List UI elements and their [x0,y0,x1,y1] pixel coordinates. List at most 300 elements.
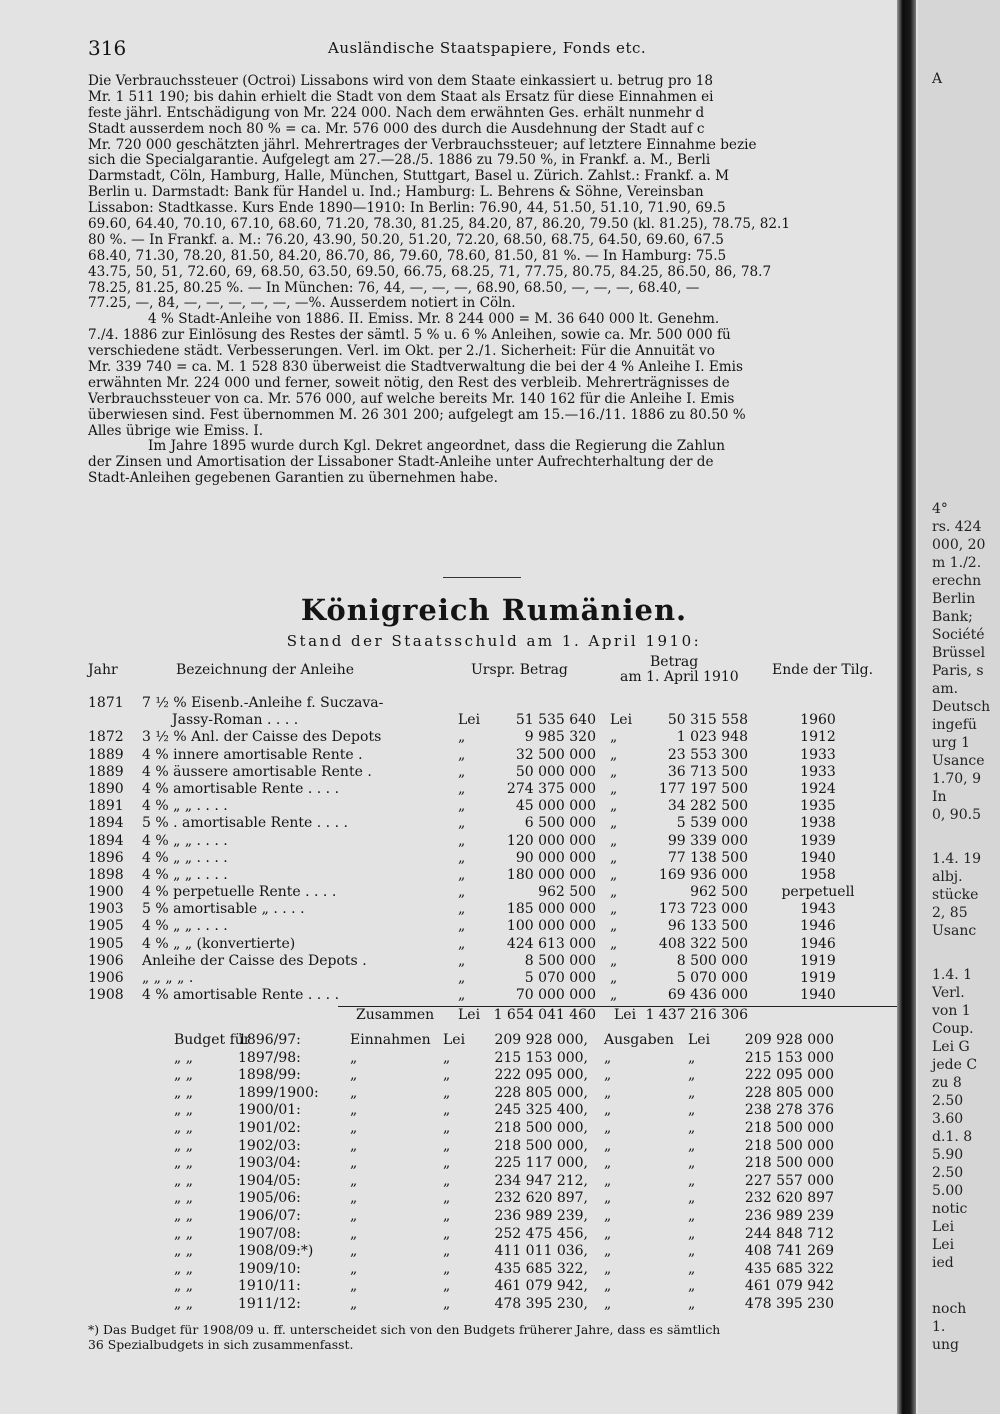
income-currency: „ [443,1225,451,1242]
expense-currency: „ [688,1049,696,1066]
income-currency: Lei [443,1032,466,1048]
income-label: „ [350,1137,358,1154]
totals-currency: Lei [458,1007,481,1023]
row-year: 1872 [88,729,124,746]
budget-row [88,1032,900,1050]
row-end-of-repayment: 1933 [800,746,836,763]
expense-label: „ [604,1102,612,1119]
row-description: 3 ½ % Anl. der Caisse des Depots [142,729,382,746]
income-currency: „ [443,1295,451,1312]
table-row [88,833,900,850]
budget-year: 1909/10: [238,1260,301,1277]
row-currency-2: „ [610,866,618,883]
budget-label: „ „ [174,1084,193,1101]
row-description-continued: Jassy-Roman . . . . [172,712,299,729]
text-line: 69.60, 64.40, 70.10, 67.10, 68.60, 71.20, 78.30, 81.25, 84.20, 87, 86.20, 79.50 (kl. 81.25), 78.75, 82.1 [88,217,790,233]
col-header-end: Ende der Tilg. [772,662,874,678]
income-label: „ [350,1155,358,1172]
text-line: 43.75, 50, 51, 72.60, 69, 68.50, 63.50, 69.50, 66.75, 68.25, 71, 77.75, 80.75, 84.25, 86.50, 86, 78.7 [88,264,772,280]
row-end-of-repayment: 1946 [800,935,836,952]
expense-currency: „ [688,1278,696,1295]
adjacent-text-fragment: 2.50 [932,1093,964,1109]
income-value: 435 685 322, [494,1260,588,1277]
row-currency-2: „ [610,987,618,1004]
row-current-amount: 23 553 300 [667,746,748,763]
budget-row [88,1155,900,1173]
text-line: 7./4. 1886 zur Einlösung des Restes der sämtl. 5 % u. 6 % Anleihen, sowie ca. Mr. 500 000 fü [88,328,731,344]
row-end-of-repayment: 1943 [800,901,836,918]
page-number: 316 [88,36,127,60]
text-line: erwähnten Mr. 224 000 und ferner, soweit nötig, den Rest des verbleib. Mehrerträgnisses de [88,375,730,391]
budget-label: „ „ [174,1067,193,1084]
expense-value: 478 395 230 [744,1295,834,1312]
adjacent-text-fragment: 1.4. 19 [932,851,981,867]
col-header-year: Jahr [88,662,118,678]
row-original-amount: 962 500 [538,884,596,901]
row-current-amount: 962 500 [690,884,748,901]
table-row [88,815,900,832]
budget-label: „ „ [174,1243,193,1260]
book-spine-shadow [897,0,916,1414]
budget-row [88,1138,900,1156]
row-original-amount: 9 985 320 [524,729,596,746]
row-original-amount: 32 500 000 [515,746,596,763]
row-current-amount: 99 339 000 [667,832,748,849]
row-original-amount: 274 375 000 [506,780,596,797]
row-currency: „ [458,952,466,969]
adjacent-text-fragment: 0, 90.5 [932,807,981,823]
income-label: „ [350,1049,358,1066]
row-description: 4 % amortisable Rente . . . . [142,987,340,1004]
expense-currency: „ [688,1260,696,1277]
budget-year: 1901/02: [238,1119,301,1136]
table-row [88,695,900,712]
row-currency-2: „ [610,763,618,780]
row-end-of-repayment: 1958 [800,866,836,883]
budget-year: 1906/07: [238,1207,301,1224]
row-end-of-repayment: perpetuell [781,884,855,901]
row-currency-2: „ [610,970,618,986]
expense-value: 209 928 000 [744,1032,834,1048]
table-row [88,918,900,935]
row-currency-2: „ [610,729,618,746]
row-currency: „ [458,935,466,952]
budget-year: 1896/97: [238,1032,301,1048]
row-description: 4 % „ „ . . . . [142,832,228,849]
row-currency-2: „ [610,780,618,797]
income-label: Einnahmen [350,1032,431,1048]
row-currency: „ [458,832,466,849]
row-currency-2: „ [610,935,618,952]
adjacent-text-fragment: 5.00 [932,1183,964,1199]
row-year: 1889 [88,746,124,763]
row-end-of-repayment: 1919 [800,952,836,969]
income-label: „ [350,1119,358,1136]
expense-currency: „ [688,1084,696,1101]
row-current-amount: 408 322 500 [658,935,748,952]
adjacent-text-fragment: 1.70, 9 [932,771,981,787]
expense-value: 238 278 376 [744,1102,834,1119]
text-line: sich die Specialgarantie. Aufgelegt am 27.—28./5. 1886 zu 79.50 %, in Frankf. a. M., Berli [88,153,711,169]
row-currency: „ [458,815,466,832]
row-current-amount: 169 936 000 [658,866,748,883]
totals-row [88,1007,900,1025]
expense-value: 215 153 000 [744,1049,834,1066]
row-original-amount: 8 500 000 [524,952,596,969]
row-year: 1905 [88,918,124,935]
row-description: 5 % . amortisable Rente . . . . [142,815,348,832]
adjacent-text-fragment: rs. 424 [932,519,982,535]
row-year: 1905 [88,935,124,952]
row-currency: „ [458,866,466,883]
budget-row [88,1173,900,1191]
budget-label: „ „ [174,1278,193,1295]
budget-year: 1898/99: [238,1067,301,1084]
row-end-of-repayment: 1940 [800,987,836,1004]
row-description: 4 % „ „ . . . . [142,866,228,883]
expense-value: 222 095 000 [744,1067,834,1084]
expense-label: Ausgaben [604,1032,674,1048]
row-description: 4 % „ „ . . . . [142,798,228,815]
expense-label: „ [604,1295,612,1312]
adjacent-text-fragment: ied [932,1255,954,1271]
text-line: 78.25, 81.25, 80.25 %. — In München: 76, 44, —, —, —, 68.90, 68.50, —, —, —, 68.40, — [88,280,700,296]
adjacent-text-fragment: Deutsch [932,699,991,715]
expense-value: 218 500 000 [744,1119,834,1136]
expense-currency: „ [688,1207,696,1224]
expense-value: 244 848 712 [744,1225,834,1242]
budget-row [88,1190,900,1208]
col-header-description: Bezeichnung der Anleihe [176,662,355,678]
text-line: Lissabon: Stadtkasse. Kurs Ende 1890—1910: In Berlin: 76.90, 44, 51.50, 51.10, 71.90, 69.5 [88,201,726,217]
table-row [88,987,900,1004]
row-currency-2: „ [610,918,618,935]
adjacent-text-fragment: Société [932,627,985,643]
row-end-of-repayment: 1924 [800,780,836,797]
row-current-amount: 1 023 948 [676,729,748,746]
expense-currency: „ [688,1067,696,1084]
row-end-of-repayment: 1912 [800,729,836,746]
row-description: 7 ½ % Eisenb.-Anleihe f. Suczava- [142,695,384,711]
adjacent-text-fragment: albj. [932,869,963,885]
text-line: 77.25, —, 84, —, —, —, —, —, —%. Ausserdem notiert in Cöln. [88,296,516,312]
income-currency: „ [443,1067,451,1084]
row-current-amount: 173 723 000 [658,901,748,918]
row-end-of-repayment: 1960 [800,712,836,729]
row-year: 1896 [88,849,124,866]
adjacent-text-fragment: Bank; [932,609,973,625]
budget-label: Budget für [174,1032,251,1048]
adjacent-text-fragment: stücke [932,887,979,903]
budget-row [88,1261,900,1279]
adjacent-text-fragment: 1.4. 1 [932,967,973,983]
income-value: 225 117 000, [494,1155,588,1172]
row-year: 1898 [88,866,124,883]
budget-label: „ „ [174,1295,193,1312]
text-line: Die Verbrauchssteuer (Octroi) Lissabons wird von dem Staate einkassiert u. betrug pro 18 [88,74,713,89]
expense-label: „ [604,1190,612,1207]
row-year: 1903 [88,901,124,918]
budget-row [88,1102,900,1120]
budget-row [88,1120,900,1138]
row-current-amount: 5 070 000 [676,970,748,986]
row-description: 4 % perpetuelle Rente . . . . [142,884,337,901]
row-currency: Lei [458,712,481,729]
table-row [88,953,900,970]
row-original-amount: 45 000 000 [515,798,596,815]
row-original-amount: 51 535 640 [515,712,596,729]
section-subtitle: Stand der Staatsschuld am 1. April 1910: [286,632,702,650]
income-value: 478 395 230, [494,1295,588,1312]
adjacent-text-fragment: Coup. [932,1021,974,1037]
row-currency: „ [458,987,466,1004]
totals-label: Zusammen [356,1007,435,1023]
row-currency-2: „ [610,832,618,849]
income-currency: „ [443,1207,451,1224]
footnote-line-2: 36 Spezialbudgets in sich zusammenfasst. [88,1337,354,1352]
row-year: 1894 [88,832,124,849]
debt-table-rows [88,695,900,1004]
table-row [88,729,900,746]
income-currency: „ [443,1172,451,1189]
income-value: 215 153 000, [494,1049,588,1066]
expense-value: 408 741 269 [744,1243,834,1260]
row-currency-2: Lei [610,712,633,729]
table-row [88,867,900,884]
income-currency: „ [443,1049,451,1066]
adjacent-text-fragment: 5.90 [932,1147,964,1163]
row-description: 4 % „ „ (konvertierte) [142,935,296,952]
budget-year: 1905/06: [238,1190,301,1207]
budget-label: „ „ [174,1190,193,1207]
adjacent-text-fragment: notic [932,1201,968,1217]
budget-year: 1902/03: [238,1137,301,1154]
totals-currency-2: Lei [614,1007,637,1023]
text-line: verschiedene städt. Verbesserungen. Verl. im Okt. per 2./1. Sicherheit: Für die Annuität vo [88,344,715,360]
row-original-amount: 424 613 000 [506,935,596,952]
budget-year: 1907/08: [238,1225,301,1242]
text-line: Mr. 720 000 geschätzten jährl. Mehrertrages der Verbrauchssteuer; auf letztere Einnahme bezie [88,137,757,153]
adjacent-text-fragment: Brüssel [932,645,986,661]
adjacent-text-fragment: 2.50 [932,1165,964,1181]
budget-label: „ „ [174,1260,193,1277]
adjacent-text-fragment: Lei [932,1237,955,1253]
budget-label: „ „ [174,1155,193,1172]
expense-label: „ [604,1119,612,1136]
adjacent-text-fragment: erechn [932,573,982,589]
income-value: 209 928 000, [494,1032,588,1048]
budget-label: „ „ [174,1172,193,1189]
text-line: 68.40, 71.30, 78.20, 81.50, 84.20, 86.70, 86, 79.60, 78.60, 81.50, 81 %. — In Hamburg: 75.5 [88,248,727,264]
expense-value: 227 557 000 [744,1172,834,1189]
table-row [88,936,900,953]
expense-currency: „ [688,1190,696,1207]
adjacent-text-fragment: Verl. [932,985,965,1001]
budget-label: „ „ [174,1137,193,1154]
income-label: „ [350,1260,358,1277]
row-end-of-repayment: 1938 [800,815,836,832]
expense-currency: „ [688,1172,696,1189]
row-currency-2: „ [610,901,618,918]
expense-label: „ [604,1084,612,1101]
row-current-amount: 34 282 500 [667,798,748,815]
adjacent-text-fragment: Berlin [932,591,976,607]
income-label: „ [350,1243,358,1260]
section-separator [443,577,521,578]
row-current-amount: 177 197 500 [658,780,748,797]
row-currency: „ [458,798,466,815]
expense-value: 232 620 897 [744,1190,834,1207]
row-original-amount: 180 000 000 [506,866,596,883]
row-currency-2: „ [610,746,618,763]
row-year: 1906 [88,952,124,969]
row-current-amount: 5 539 000 [676,815,748,832]
row-original-amount: 90 000 000 [515,849,596,866]
row-currency: „ [458,884,466,901]
row-end-of-repayment: 1946 [800,918,836,935]
income-currency: „ [443,1243,451,1260]
expense-value: 218 500 000 [744,1155,834,1172]
table-row [88,901,900,918]
row-currency: „ [458,901,466,918]
adjacent-text-fragment: noch [932,1301,967,1317]
row-original-amount: 120 000 000 [506,832,596,849]
income-label: „ [350,1278,358,1295]
budget-row [88,1050,900,1068]
budget-year: 1899/1900: [238,1084,319,1101]
footnote-line-1: *) Das Budget für 1908/09 u. ff. unterscheidet sich von den Budgets früherer Jahre, dass es sämtlich [88,1322,721,1337]
row-end-of-repayment: 1940 [800,849,836,866]
row-description: 4 % „ „ . . . . [142,849,228,866]
table-row [88,781,900,798]
adjacent-text-fragment: 1. [932,1319,946,1335]
totals-current: 1 437 216 306 [645,1007,748,1023]
income-currency: „ [443,1155,451,1172]
budget-label: „ „ [174,1119,193,1136]
row-original-amount: 100 000 000 [506,918,596,935]
text-line: Im Jahre 1895 wurde durch Kgl. Dekret angeordnet, dass die Regierung die Zahlun [148,439,725,455]
adjacent-text-fragment: Usanc [932,923,977,939]
table-row [88,850,900,867]
expense-value: 236 989 239 [744,1207,834,1224]
budget-row [88,1296,900,1314]
expense-value: 435 685 322 [744,1260,834,1277]
income-currency: „ [443,1084,451,1101]
row-currency-2: „ [610,952,618,969]
budget-year: 1910/11: [238,1278,301,1295]
income-label: „ [350,1084,358,1101]
income-currency: „ [443,1190,451,1207]
adjacent-text-fragment: von 1 [932,1003,971,1019]
expense-label: „ [604,1278,612,1295]
expense-label: „ [604,1207,612,1224]
budget-label: „ „ [174,1207,193,1224]
budget-year: 1903/04: [238,1155,301,1172]
adjacent-text-fragment: 000, 20 [932,537,986,553]
row-original-amount: 70 000 000 [515,987,596,1004]
income-value: 222 095 000, [494,1067,588,1084]
adjacent-text-fragment: d.1. 8 [932,1129,973,1145]
row-year: 1890 [88,780,124,797]
budget-row [88,1208,900,1226]
adjacent-text-fragment: m 1./2. [932,555,982,571]
row-current-amount: 50 315 558 [667,712,748,729]
budget-row [88,1067,900,1085]
footnote [88,1322,900,1352]
text-line: Darmstadt, Cöln, Hamburg, Halle, München, Stuttgart, Basel u. Zürich. Zahlst.: Frankf. a. M [88,169,730,185]
col-header-original: Urspr. Betrag [471,662,568,678]
text-line: Mr. 339 740 = ca. M. 1 528 830 überweist die Stadtverwaltung die bei der 4 % Anleihe I. Emis [88,360,743,376]
row-year: 1894 [88,815,124,832]
income-currency: „ [443,1137,451,1154]
table-row [88,970,900,987]
expense-value: 228 805 000 [744,1084,834,1101]
row-currency-2: „ [610,884,618,901]
income-value: 252 475 456, [494,1225,588,1242]
row-currency: „ [458,918,466,935]
row-current-amount: 77 138 500 [667,849,748,866]
table-row [88,712,900,729]
income-label: „ [350,1102,358,1119]
adjacent-text-fragment: Lei [932,1219,955,1235]
adjacent-page-edge [918,0,1000,1414]
expense-label: „ [604,1243,612,1260]
expense-currency: „ [688,1225,696,1242]
expense-currency: Lei [688,1032,711,1048]
row-year: 1908 [88,987,124,1004]
adjacent-text-fragment: ung [932,1337,959,1353]
income-value: 218 500 000, [494,1137,588,1154]
adjacent-text-fragment: ingefü [932,717,977,733]
row-description: Anleihe der Caisse des Depots . [142,952,367,969]
text-line: Alles übrige wie Emiss. I. [88,423,264,439]
adjacent-text-fragment: 3.60 [932,1111,964,1127]
row-currency: „ [458,746,466,763]
row-current-amount: 96 133 500 [667,918,748,935]
expense-value: 218 500 000 [744,1137,834,1154]
table-row [88,764,900,781]
expense-label: „ [604,1260,612,1277]
row-end-of-repayment: 1939 [800,832,836,849]
income-label: „ [350,1172,358,1189]
adjacent-text-fragment: Lei G [932,1039,970,1055]
adjacent-text-fragment: urg 1 [932,735,971,751]
row-currency: „ [458,729,466,746]
row-currency: „ [458,780,466,797]
expense-label: „ [604,1067,612,1084]
income-currency: „ [443,1119,451,1136]
budget-year: 1908/09:*) [238,1243,314,1260]
budget-year: 1897/98: [238,1049,301,1066]
expense-label: „ [604,1155,612,1172]
row-original-amount: 6 500 000 [524,815,596,832]
running-title: Ausländische Staatspapiere, Fonds etc. [328,39,647,57]
adjacent-text-fragment: am. [932,681,959,697]
row-year: 1900 [88,884,124,901]
budget-table [88,1032,900,1314]
adjacent-text-fragment: In [932,789,947,805]
income-value: 411 011 036, [494,1243,588,1260]
expense-label: „ [604,1225,612,1242]
income-value: 218 500 000, [494,1119,588,1136]
text-line: Mr. 1 511 190; bis dahin erhielt die Stadt von dem Staat als Ersatz für diese Einnahmen ei [88,89,714,105]
income-value: 232 620 897, [494,1190,588,1207]
expense-currency: „ [688,1102,696,1119]
row-description: 4 % innere amortisable Rente . [142,746,363,763]
row-description: „ „ „ „ . [142,970,194,986]
budget-year: 1900/01: [238,1102,301,1119]
text-line: Berlin u. Darmstadt: Bank für Handel u. Ind.; Hamburg: L. Behrens & Söhne, Vereinsban [88,185,704,201]
